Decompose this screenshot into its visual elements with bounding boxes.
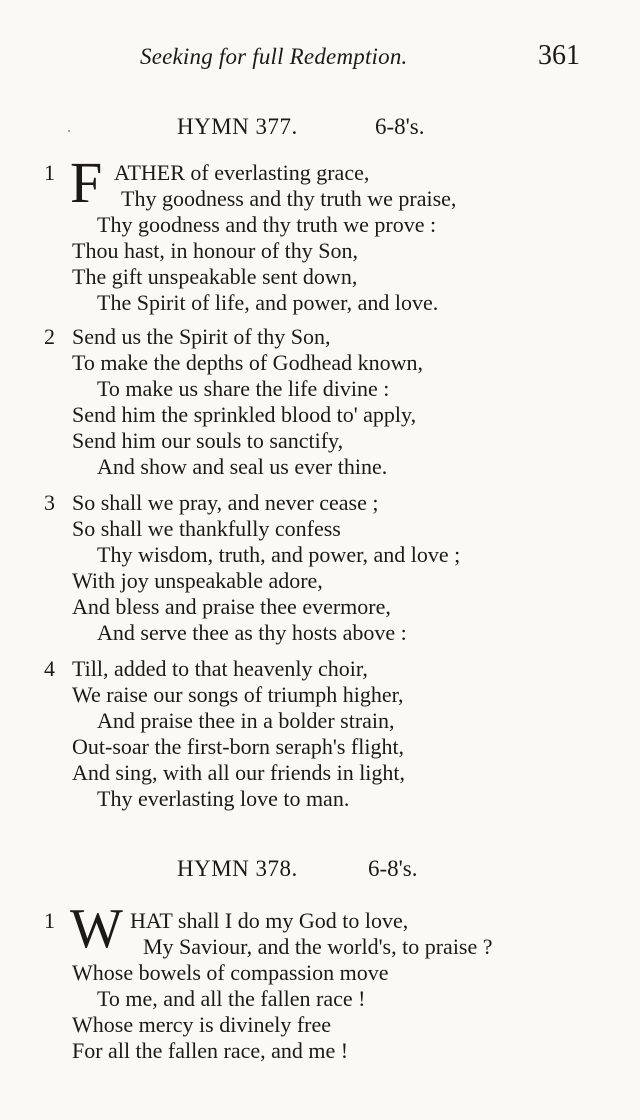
verse-line: Till, added to that heavenly choir, <box>72 656 368 681</box>
verse-line: To make the depths of Godhead known, <box>72 350 423 375</box>
verse-line: Whose bowels of compassion move <box>72 960 389 985</box>
drop-cap: W <box>70 898 123 960</box>
verse-line: The gift unspeakable sent down, <box>72 264 358 289</box>
verse-line: So shall we thankfully confess <box>72 516 341 541</box>
verse-line: Thy goodness and thy truth we praise, <box>121 186 457 211</box>
verse-line: HAT shall I do my God to love, <box>130 908 409 933</box>
stanza-number: 3 <box>44 490 55 515</box>
running-head <box>0 40 640 80</box>
verse-line: Whose mercy is divinely free <box>72 1012 332 1037</box>
verse-line: With joy unspeakable adore, <box>72 568 323 593</box>
stanza-number: 1 <box>44 160 55 185</box>
hymn-meter: 6-8's. <box>368 856 418 881</box>
verse-line: Send him our souls to sanctify, <box>72 428 344 453</box>
stanza-number: 1 <box>44 908 55 933</box>
verse-line: And praise thee in a bolder strain, <box>97 708 395 733</box>
verse-line: And serve thee as thy hosts above : <box>97 620 407 645</box>
verse-line: And bless and praise thee evermore, <box>72 594 391 619</box>
verse-line: Send us the Spirit of thy Son, <box>72 324 331 349</box>
verse-line: For all the fallen race, and me ! <box>72 1038 349 1063</box>
verse-line: To make us share the life divine : <box>97 376 390 401</box>
verse-line: And show and seal us ever thine. <box>97 454 388 479</box>
hymn-number: HYMN 377. <box>177 114 298 139</box>
drop-cap: F <box>70 150 103 215</box>
hymn-377-heading <box>0 114 640 144</box>
verse-line: Thy wisdom, truth, and power, and love ; <box>97 542 461 567</box>
verse-line: And sing, with all our friends in light, <box>72 760 406 785</box>
verse-line: Thou hast, in honour of thy Son, <box>72 238 358 263</box>
hymn-378-heading <box>0 856 640 886</box>
verse-line: Out-soar the first-born seraph's flight, <box>72 734 405 759</box>
verse-line: My Saviour, and the world's, to praise ? <box>143 934 493 959</box>
hymn-number: HYMN 378. <box>177 856 298 881</box>
stanza-number: 4 <box>44 656 55 681</box>
verse-line: Thy everlasting love to man. <box>97 786 350 811</box>
verse-line: Send him the sprinkled blood to' apply, <box>72 402 417 427</box>
verse-line: To me, and all the fallen race ! <box>97 986 366 1011</box>
verse-line: The Spirit of life, and power, and love. <box>97 290 439 315</box>
verse-line: Thy goodness and thy truth we prove : <box>97 212 437 237</box>
hymn-meter: 6-8's. <box>375 114 425 139</box>
stanza-number: 2 <box>44 324 55 349</box>
running-title: Seeking for full Redemption. <box>140 44 408 69</box>
verse-line: We raise our songs of triumph higher, <box>72 682 404 707</box>
verse-line: ATHER of everlasting grace, <box>114 160 370 185</box>
page-number: 361 <box>538 40 580 71</box>
verse-line: So shall we pray, and never cease ; <box>72 490 379 515</box>
